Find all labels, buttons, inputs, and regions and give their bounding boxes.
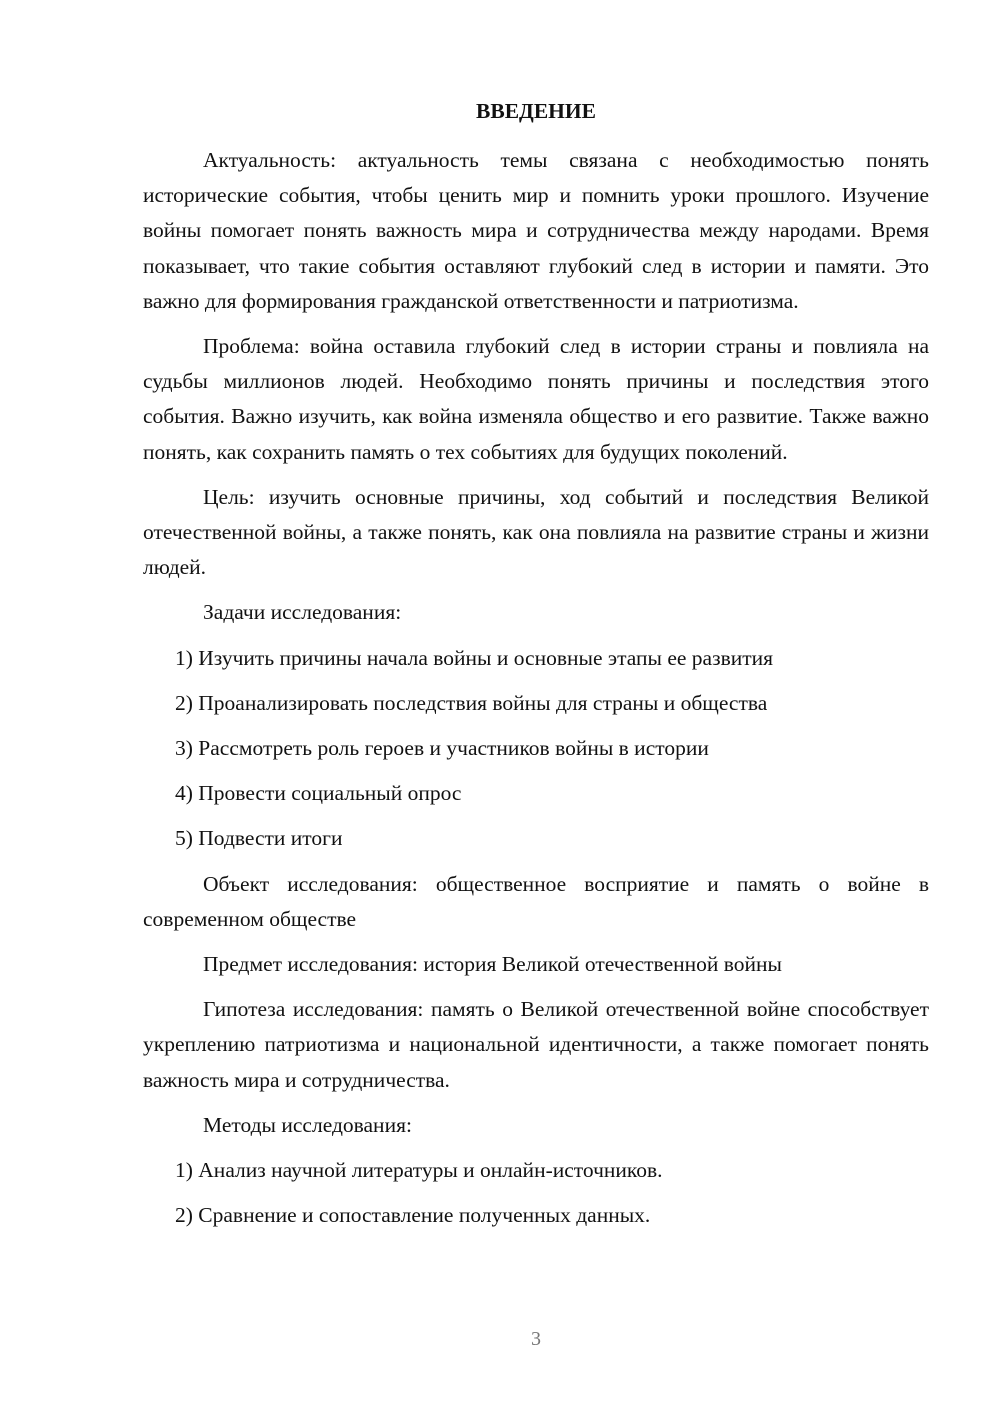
- goal-paragraph: Цель: изучить основные причины, ход событий и последствия Великой отечественной войны, а также понять, как она повлияла на развитие страны и жизни людей.: [143, 484, 929, 580]
- object-paragraph: Объект исследования: общественное восприятие и память о войне в современном обществе: [143, 871, 929, 931]
- page-number: 3: [531, 1328, 541, 1350]
- task-item: 2) Проанализировать последствия войны для страны и общества: [175, 690, 768, 715]
- tasks-list: [143, 641, 929, 857]
- subject-paragraph: Предмет исследования: история Великой отечественной войны: [203, 952, 782, 977]
- hypothesis-paragraph: Гипотеза исследования: память о Великой отечественной войне способствует укреплению патриотизма и национальной идентичности, а также помогает понять важность мира и сотрудничества.: [143, 997, 929, 1092]
- document-body: [143, 96, 929, 1243]
- task-item: 4) Провести социальный опрос: [175, 781, 462, 806]
- problem-paragraph: Проблема: война оставила глубокий след в истории страны и повлияла на судьбы миллионов людей. Необходимо понять причины и последствия этого события. Важно изучить, как война изменяла общество и его развитие. Также важно понять, как сохранить память о тех событиях для будущих поколений.: [143, 334, 929, 464]
- method-item: 2) Сравнение и сопоставление полученных данных.: [175, 1203, 651, 1228]
- method-item: 1) Анализ научной литературы и онлайн-источников.: [175, 1158, 663, 1183]
- task-item: 5) Подвести итоги: [175, 826, 343, 851]
- methods-list: [143, 1153, 929, 1233]
- tasks-label: Задачи исследования:: [203, 600, 402, 625]
- task-item: 3) Рассмотреть роль героев и участников войны в истории: [175, 736, 709, 761]
- task-item: 1) Изучить причины начала войны и основные этапы ее развития: [175, 645, 774, 670]
- section-title: ВВЕДЕНИЕ: [476, 99, 596, 123]
- methods-label: Методы исследования:: [203, 1112, 412, 1137]
- relevance-paragraph: Актуальность: актуальность темы связана с необходимостью понять исторические события, чтобы ценить мир и помнить уроки прошлого. Изучение войны помогает понять важность мира и сотрудничества между народами. Время показывает, что такие события оставляют глубокий след в истории и памяти. Это важно для формирования гражданской ответственности и патриотизма.: [143, 148, 929, 313]
